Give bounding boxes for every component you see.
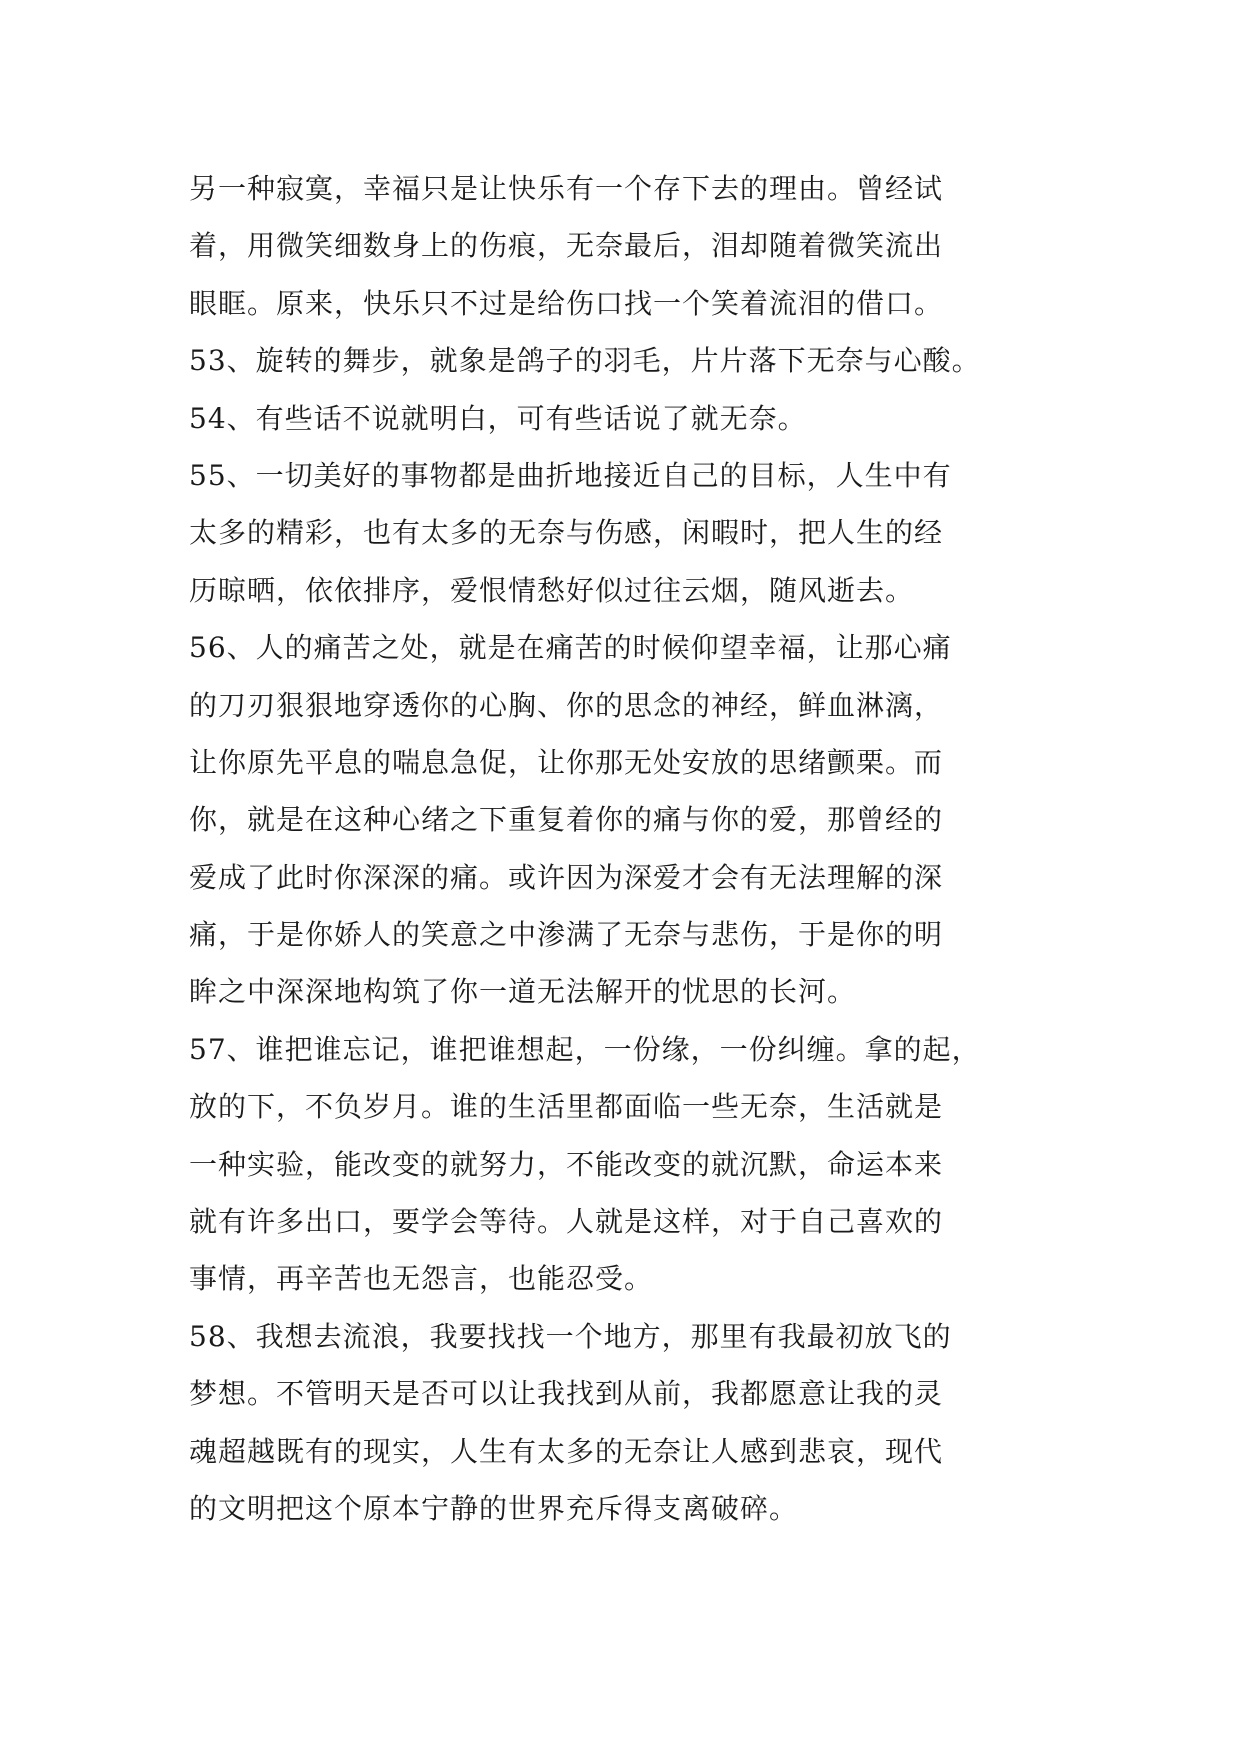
text-line: 眼眶。原来，快乐只不过是给伤口找一个笑着流泪的借口。 — [189, 286, 944, 320]
text-line: 让你原先平息的喘息急促，让你那无处安放的思绪颤栗。而 — [189, 745, 944, 779]
text-line: 历晾晒，依依排序，爱恨情愁好似过往云烟，随风逝去。 — [189, 573, 915, 607]
text-line: 梦想。不管明天是否可以让我找到从前，我都愿意让我的灵 — [189, 1377, 944, 1411]
document-body — [189, 160, 1089, 1537]
text-line: 痛，于是你娇人的笑意之中渗满了无奈与悲伤，于是你的明 — [189, 918, 944, 952]
text-line: 就有许多出口，要学会等待。人就是这样，对于自己喜欢的 — [189, 1205, 944, 1239]
text-line: 另一种寂寞，幸福只是让快乐有一个存下去的理由。曾经试 — [189, 172, 944, 205]
text-line: 一种实验，能改变的就努力，不能改变的就沉默，命运本来 — [189, 1147, 944, 1181]
text-line: 你，就是在这种心绪之下重复着你的痛与你的爱，那曾经的 — [189, 803, 944, 837]
text-line: 放的下，不负岁月。谁的生活里都面临一些无奈，生活就是 — [189, 1090, 944, 1124]
text-line: 爱成了此时你深深的痛。或许因为深爱才会有无法理解的深 — [189, 860, 944, 894]
text-line: 58、我想去流浪，我要找找一个地方，那里有我最初放飞的 — [189, 1319, 952, 1353]
text-line: 的刀刃狠狠地穿透你的心胸、你的思念的神经，鲜血淋漓， — [189, 688, 944, 722]
text-line: 53、旋转的舞步，就象是鸽子的羽毛，片片落下无奈与心酸。 — [189, 344, 981, 378]
text-line: 魂超越既有的现实，人生有太多的无奈让人感到悲哀，现代 — [189, 1434, 944, 1468]
text-line: 事情，再辛苦也无怨言，也能忍受。 — [189, 1262, 654, 1296]
text-line: 的文明把这个原本宁静的世界充斥得支离破碎。 — [189, 1491, 799, 1525]
text-line: 54、有些话不说就明白，可有些话说了就无奈。 — [189, 401, 807, 435]
text-line: 太多的精彩，也有太多的无奈与伤感，闲暇时，把人生的经 — [189, 516, 944, 550]
text-line: 眸之中深深地构筑了你一道无法解开的忧思的长河。 — [189, 975, 857, 1009]
text-line: 55、一切美好的事物都是曲折地接近自己的目标，人生中有 — [189, 458, 952, 492]
text-line: 着，用微笑细数身上的伤痕，无奈最后，泪却随着微笑流出 — [189, 229, 944, 263]
text-line: 56、人的痛苦之处，就是在痛苦的时候仰望幸福，让那心痛 — [189, 631, 952, 665]
text-line: 57、谁把谁忘记，谁把谁想起，一份缘，一份纠缠。拿的起， — [189, 1032, 981, 1066]
